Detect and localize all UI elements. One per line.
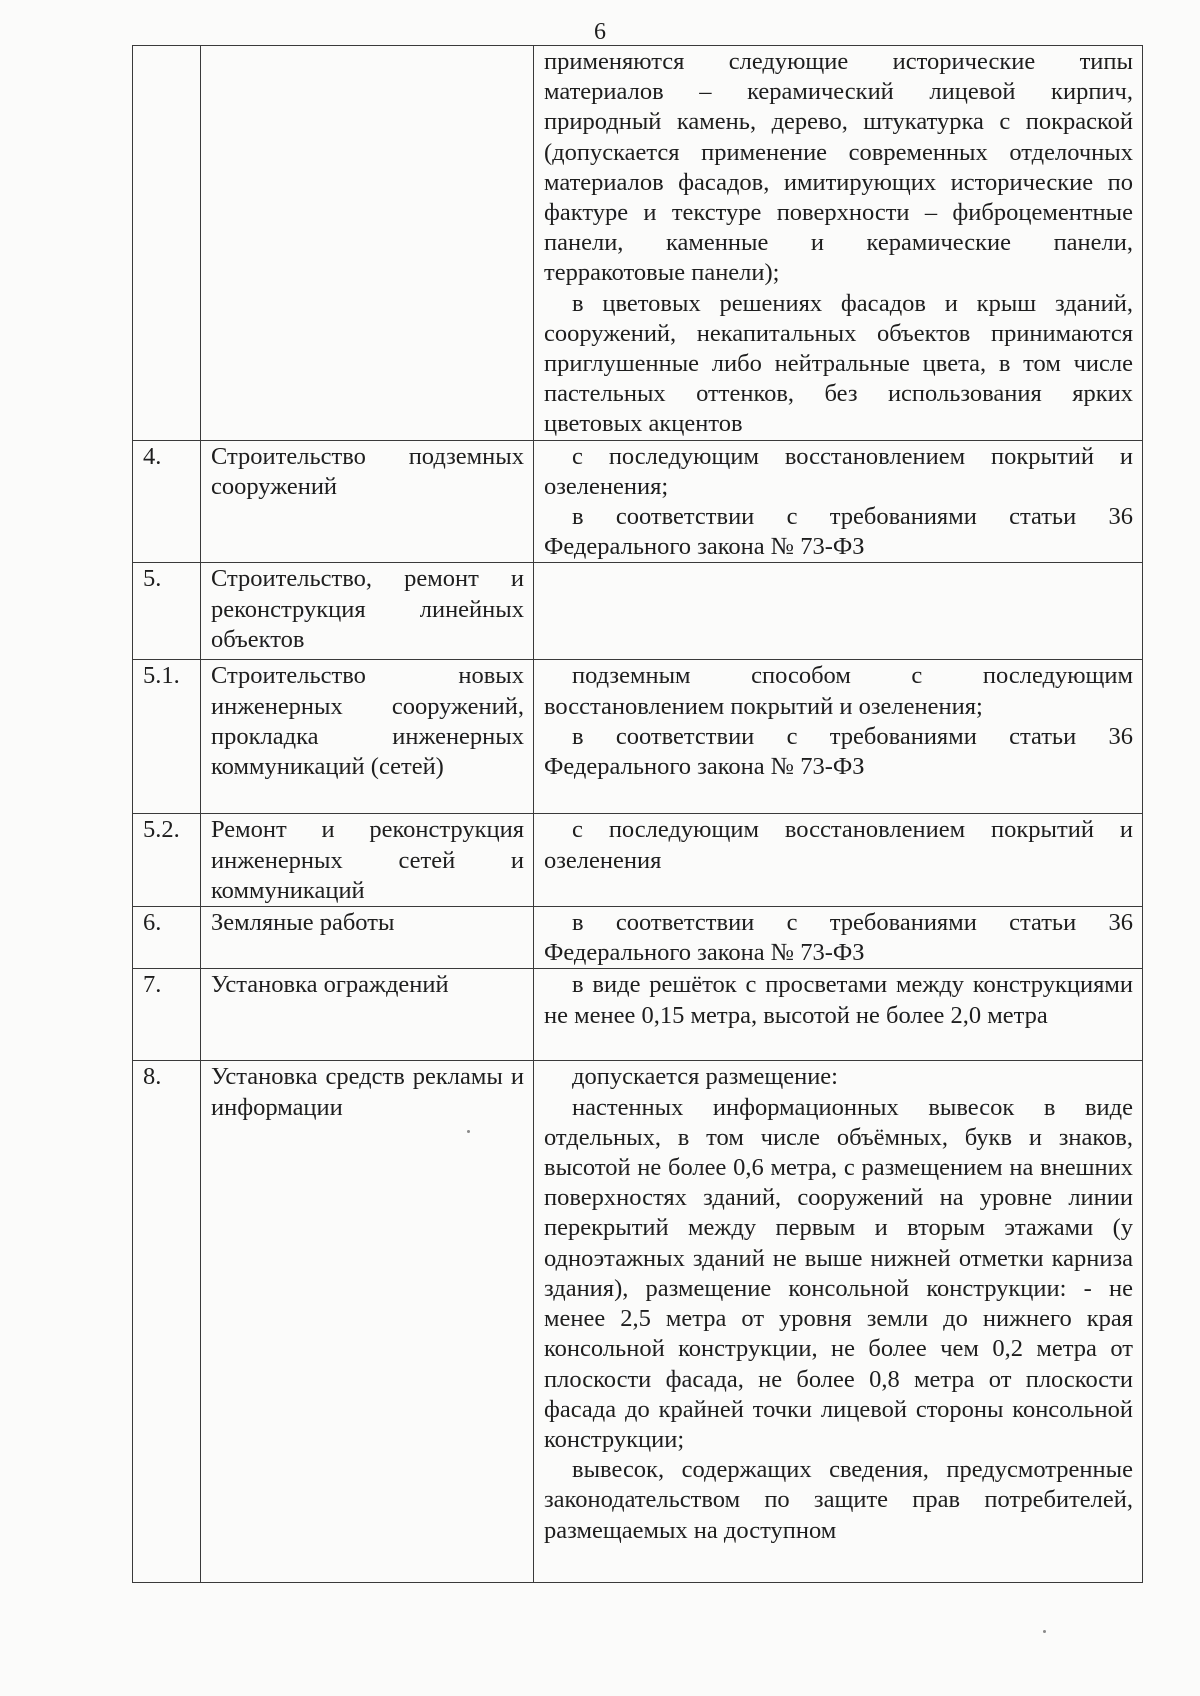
requirement-paragraph: с последующим восстановлением покрытий и озеленения — [544, 816, 1133, 874]
activity-cell: Установка ограждений — [201, 969, 534, 1061]
row-number: 7. — [133, 969, 201, 1061]
requirements-cell — [534, 814, 1143, 907]
row-number: 6. — [133, 907, 201, 969]
table-row — [133, 660, 1143, 814]
row-number — [133, 46, 201, 441]
scan-speck — [467, 1130, 470, 1133]
table-row — [133, 46, 1143, 441]
row-number: 4. — [133, 440, 201, 563]
requirement-paragraph: в соответствии с требованиями статьи 36 Федерального закона № 73-ФЗ — [544, 503, 1133, 561]
row-number: 5. — [133, 563, 201, 660]
scan-speck — [1043, 1630, 1046, 1633]
requirement-paragraph: подземным способом с последующим восстановлением покрытий и озеленения; — [544, 662, 1133, 720]
requirement-paragraph: применяются следующие исторические типы материалов – керамический лицевой кирпич, природный камень, дерево, штукатурка с покраской (допускается применение современных отделочных материалов фасадов, имитирующих исторические по фактуре и текстуре поверхности – фиброцементные панели, каменные и керамические панели, терракотовые панели); — [544, 48, 1133, 287]
requirement-paragraph: в соответствии с требованиями статьи 36 Федерального закона № 73-ФЗ — [544, 909, 1133, 967]
table-row — [133, 814, 1143, 907]
row-number: 5.2. — [133, 814, 201, 907]
table-row — [133, 969, 1143, 1061]
activity-cell: Земляные работы — [201, 907, 534, 969]
requirement-paragraph: допускается размещение: — [572, 1063, 838, 1091]
requirement-paragraph: вывесок, содержащих сведения, предусмотренные законодательством по защите прав потребителей, размещаемых на доступном — [544, 1456, 1133, 1544]
row-number: 5.1. — [133, 660, 201, 814]
table-row — [133, 440, 1143, 563]
activity-cell: Строительство подземных сооружений — [201, 440, 534, 563]
table-row — [133, 563, 1143, 660]
activity-cell: Строительство, ремонт и реконструкция линейных объектов — [201, 563, 534, 660]
requirements-cell — [534, 907, 1143, 969]
row-number: 8. — [133, 1061, 201, 1583]
table-row — [133, 1061, 1143, 1583]
requirements-cell — [534, 563, 1143, 660]
table-row — [133, 907, 1143, 969]
requirement-paragraph: настенных информационных вывесок в виде отдельных, в том числе объёмных, букв и знаков, высотой не более 0,6 метра, с размещением на внешних поверхностях зданий, сооружений на уровне линии перекрытий между первым и вторым этажами (у одноэтажных зданий не выше нижней отметки карниза здания), размещение консольной конструкции: - не менее 2,5 метра от уровня земли до нижнего края консольной конструкции, не более чем 0,2 метра от плоскости фасада, не более 0,8 метра от плоскости фасада до крайней точки лицевой стороны консольной конструкции; — [544, 1093, 1133, 1453]
requirements-cell — [534, 440, 1143, 563]
activity-cell: Установка средств рекламы и информации — [201, 1061, 534, 1583]
requirement-paragraph: в цветовых решениях фасадов и крыш зданий, сооружений, некапитальных объектов принимаются приглушенные либо нейтральные цвета, в том числе пастельных оттенков, без использования ярких цветовых акцентов — [544, 289, 1133, 438]
requirements-cell — [534, 46, 1143, 441]
requirements-cell — [534, 1061, 1143, 1583]
requirements-cell — [534, 660, 1143, 814]
requirement-paragraph: в виде решёток с просветами между конструкциями не менее 0,15 метра, высотой не более 2,0 метра — [544, 971, 1133, 1029]
page-number: 6 — [594, 19, 606, 45]
activity-cell: Строительство новых инженерных сооружений, прокладка инженерных коммуникаций (сетей) — [201, 660, 534, 814]
activity-cell — [201, 46, 534, 441]
activity-cell: Ремонт и реконструкция инженерных сетей и коммуникаций — [201, 814, 534, 907]
requirements-cell — [534, 969, 1143, 1061]
requirement-paragraph: в соответствии с требованиями статьи 36 Федерального закона № 73-ФЗ — [544, 722, 1133, 781]
requirement-paragraph: с последующим восстановлением покрытий и озеленения; — [544, 442, 1133, 500]
regulations-table — [132, 45, 1143, 1583]
